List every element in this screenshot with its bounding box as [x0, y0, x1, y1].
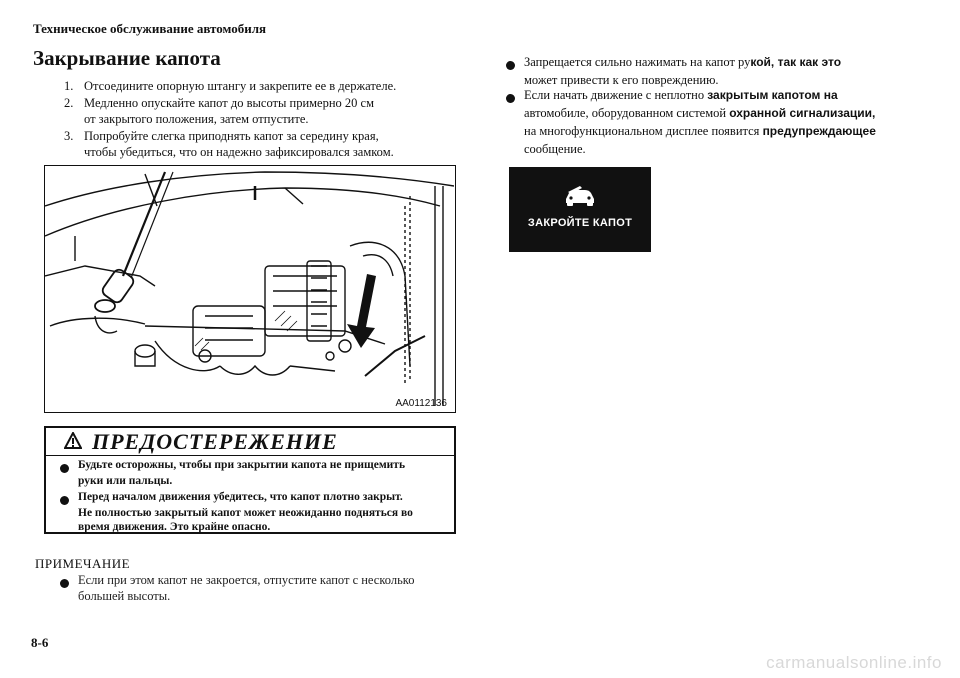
note-text: большей высоты. [78, 589, 171, 603]
bullet-icon [506, 94, 515, 103]
text-plain: Запрещается сильно нажимать на капот ру [524, 55, 751, 69]
display-message-panel [509, 167, 651, 252]
right-text-line [524, 55, 841, 70]
warning-text: Будьте осторожны, чтобы при закрытии капота не прищемить [78, 459, 406, 471]
warning-text: Перед началом движения убедитесь, что капот плотно закрыт. [78, 491, 403, 503]
warning-triangle-icon [64, 432, 82, 454]
step-text: от закрытого положения, затем отпустите. [84, 112, 309, 126]
step-2 [64, 96, 444, 128]
step-text: чтобы убедиться, что он надежно зафиксировался замком. [84, 145, 394, 159]
right-text-line [524, 142, 586, 157]
bullet-icon [506, 61, 515, 70]
section-title: Закрывание капота [33, 46, 221, 70]
warning-box [44, 426, 456, 534]
step-number: 3. [64, 129, 74, 143]
step-text: Отсоедините опорную штангу и закрепите ее в держателе. [84, 79, 397, 93]
warning-header [46, 428, 454, 456]
right-text-line [524, 88, 838, 103]
note-text: Если при этом капот не закроется, отпустите капот с несколько [78, 573, 415, 587]
text-bold: охранной сигнализации, [729, 106, 876, 120]
bullet-icon [60, 579, 69, 588]
step-text: Медленно опускайте капот до высоты примерно 20 см [84, 96, 374, 110]
text-plain: может привести к его повреждению. [524, 73, 719, 87]
text-plain: сообщение. [524, 142, 586, 156]
right-text-line [524, 124, 876, 139]
text-bold: кой, так как это [750, 55, 842, 69]
bullet-icon [60, 496, 69, 505]
page-number: 8-6 [31, 635, 49, 650]
step-1 [64, 79, 444, 94]
step-text: Попробуйте слегка приподнять капот за середину края, [84, 129, 379, 143]
watermark: carmanualsonline.info [766, 653, 942, 672]
step-number: 1. [64, 79, 74, 93]
engine-bay-illustration [44, 165, 456, 413]
running-header: Техническое обслуживание автомобиля [33, 21, 267, 36]
warning-text: время движения. Это крайне опасно. [78, 521, 271, 533]
warning-text: Не полностью закрытый капот может неожиданно подняться во [78, 507, 413, 519]
bullet-icon [60, 464, 69, 473]
text-bold: предупреждающее [762, 124, 876, 138]
step-3 [64, 129, 444, 161]
text-plain: на многофункциональном дисплее появится [524, 124, 763, 138]
warning-text: руки или пальцы. [78, 475, 173, 487]
display-message-text: ЗАКРОЙТЕ КАПОТ [527, 217, 633, 229]
text-plain: автомобиле, оборудованном системой [524, 106, 730, 120]
warning-heading: ПРЕДОСТЕРЕЖЕНИЕ [92, 429, 338, 454]
right-text-line [524, 73, 719, 88]
car-hood-open-icon [563, 185, 597, 212]
step-number: 2. [64, 96, 74, 110]
text-bold: закрытым капотом на [707, 88, 838, 102]
figure-code: AA0112136 [395, 398, 447, 409]
right-text-line [524, 106, 875, 121]
text-plain: Если начать движение с неплотно [524, 88, 708, 102]
note-heading: ПРИМЕЧАНИЕ [35, 556, 131, 571]
hood-closing-drawing [45, 166, 454, 411]
